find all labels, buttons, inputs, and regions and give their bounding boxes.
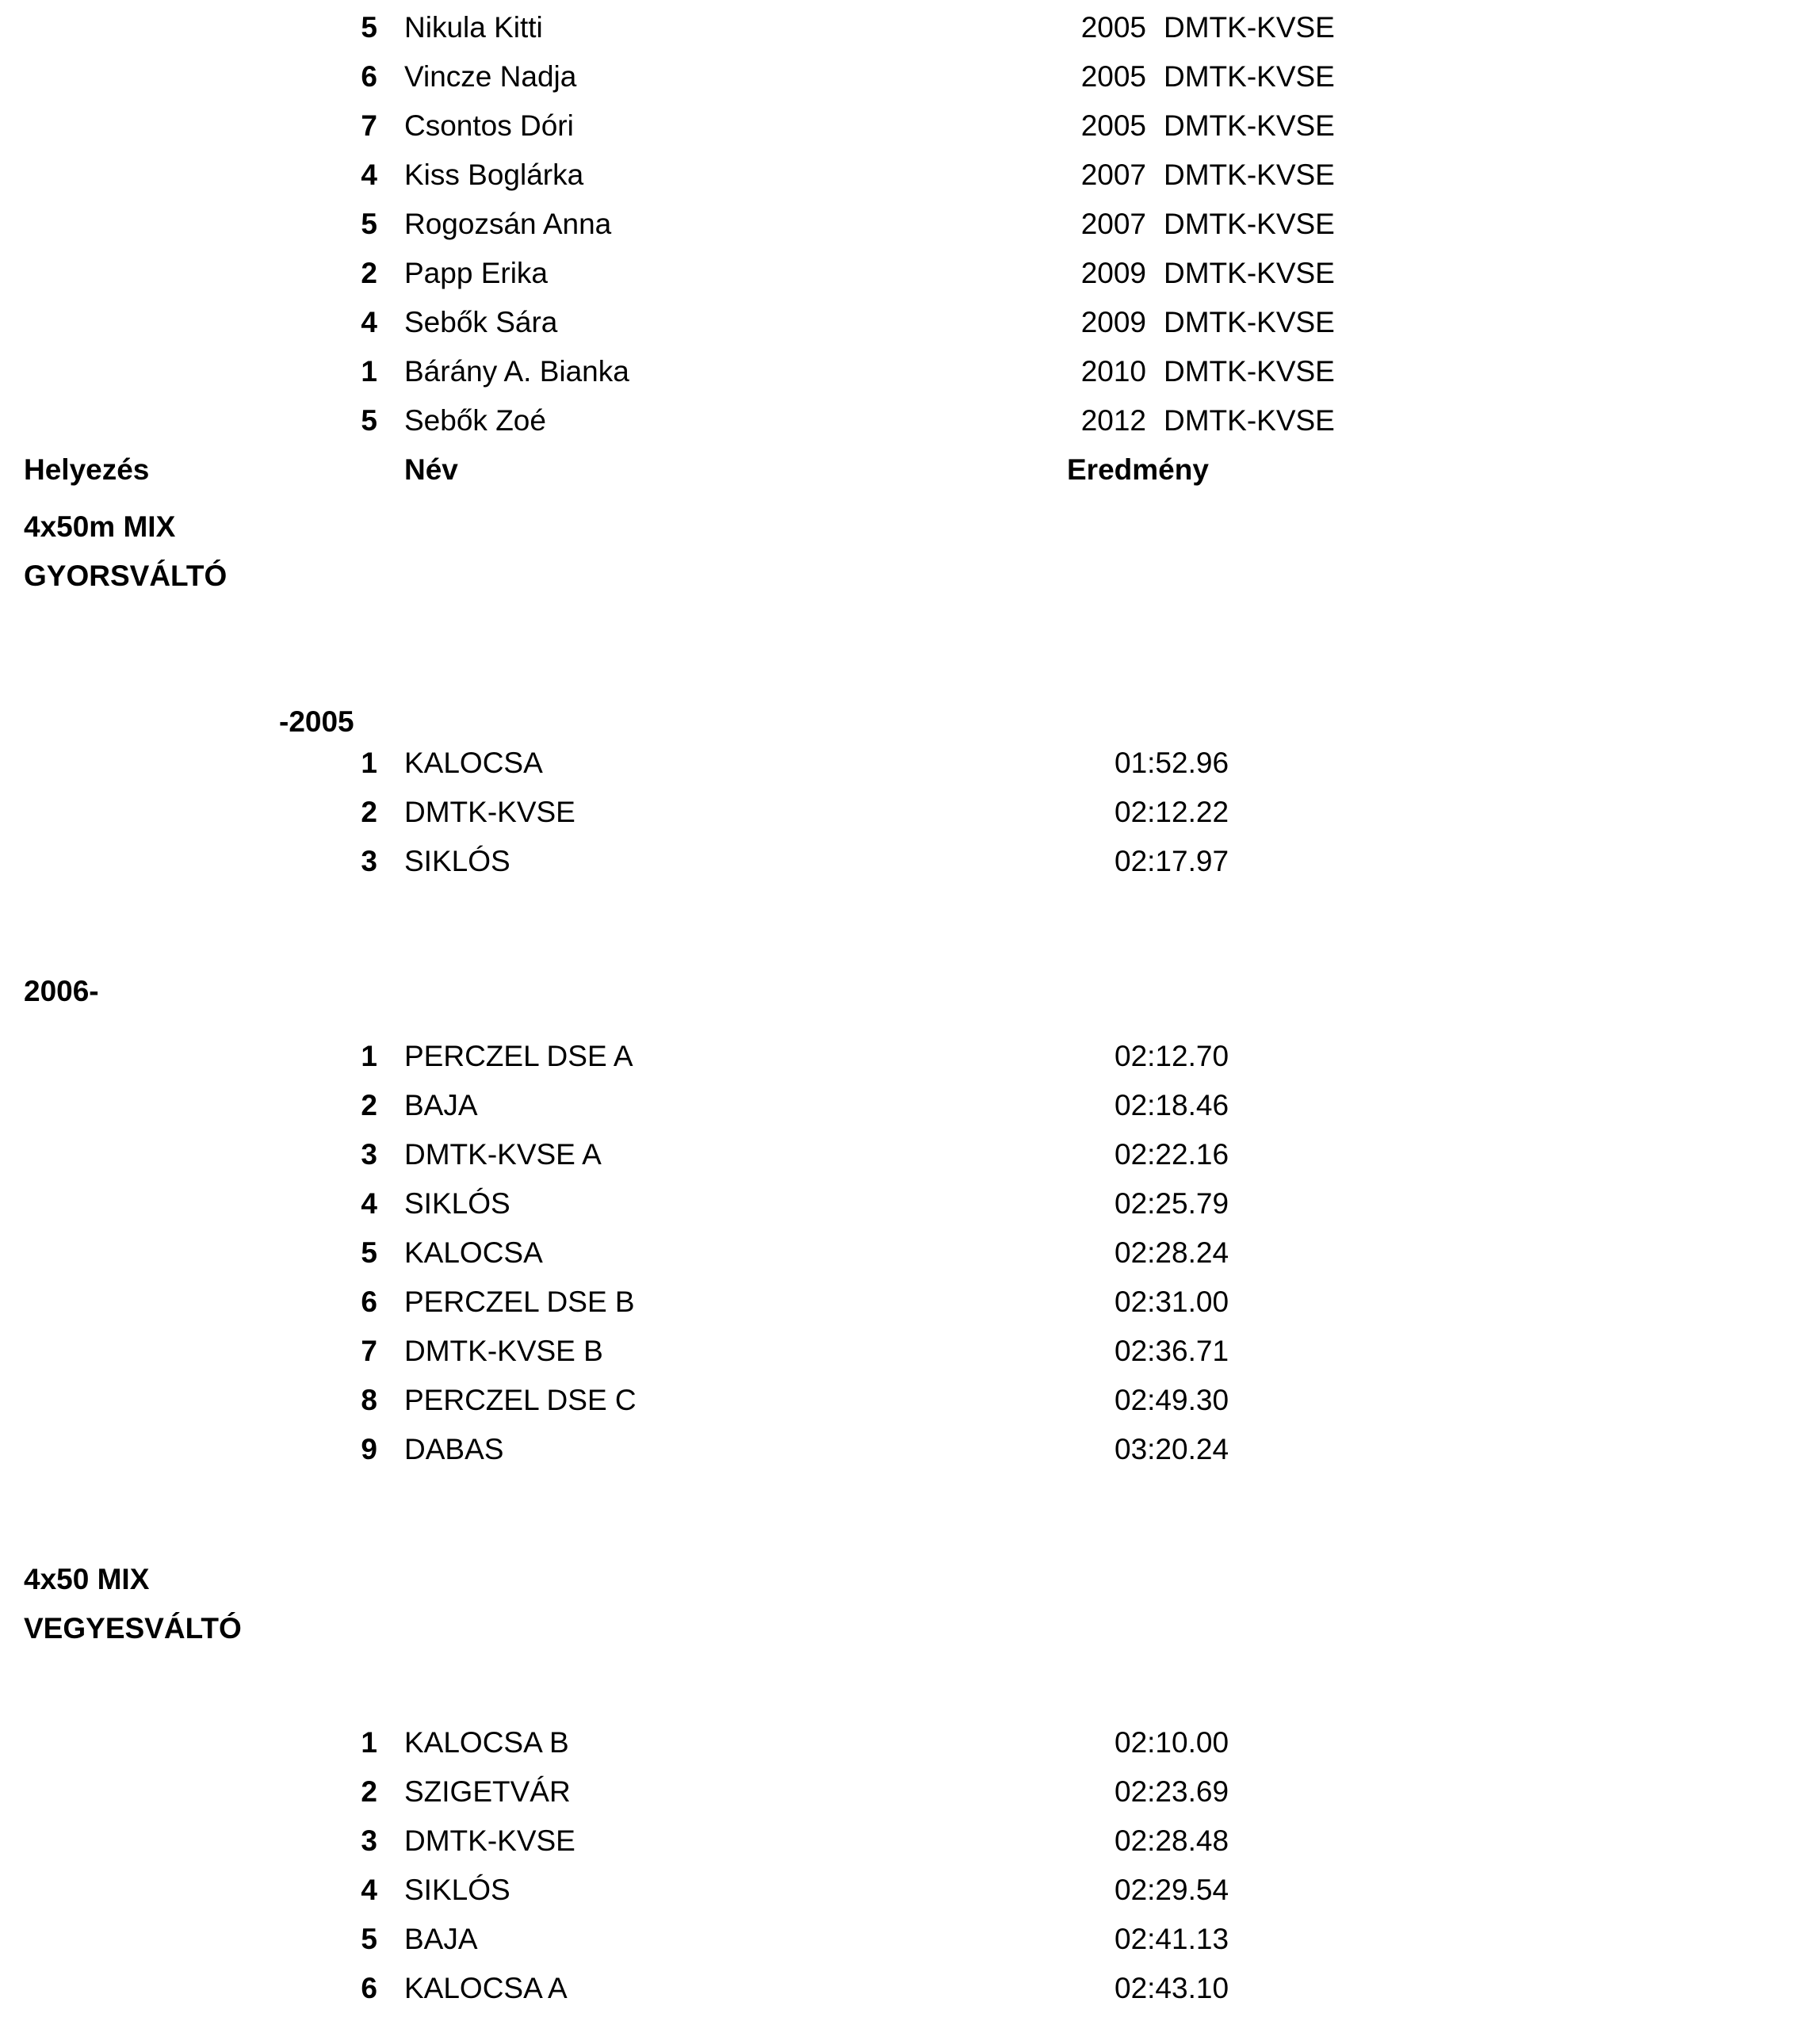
relay-results-2005 bbox=[0, 747, 1820, 894]
event2-title-line-2: VEGYESVÁLTÓ bbox=[24, 1612, 242, 1645]
swimmer-name: Kiss Boglárka bbox=[404, 159, 584, 191]
swimmer-rank: 4 bbox=[361, 159, 377, 191]
table-row bbox=[0, 1335, 1820, 1384]
swimmer-club: DMTK-KVSE bbox=[1164, 355, 1335, 388]
spacer bbox=[0, 894, 1820, 967]
table-row bbox=[0, 747, 1820, 796]
swimmer-club: DMTK-KVSE bbox=[1164, 159, 1335, 191]
swimmer-club: DMTK-KVSE bbox=[1164, 109, 1335, 142]
swimmer-name: Papp Erika bbox=[404, 257, 548, 289]
relay-results-vegyesvalto bbox=[0, 1726, 1820, 2021]
swimmer-name: Sebők Sára bbox=[404, 306, 558, 338]
swimmer-name: Csontos Dóri bbox=[404, 109, 574, 142]
relay-time: 02:28.48 bbox=[1115, 1824, 1229, 1857]
swimmer-year: 2009 bbox=[1080, 306, 1146, 338]
relay-time: 02:17.97 bbox=[1115, 845, 1229, 877]
swimmer-rank: 6 bbox=[361, 60, 377, 93]
event-title-line-1: 4x50m MIX bbox=[24, 510, 176, 543]
swimmer-club: DMTK-KVSE bbox=[1164, 11, 1335, 44]
swimmer-rank: 1 bbox=[361, 355, 377, 388]
relay-rank: 3 bbox=[361, 845, 377, 877]
swimmer-name: Sebők Zoé bbox=[404, 404, 546, 437]
relay-time: 02:10.00 bbox=[1115, 1726, 1229, 1759]
relay-rank: 2 bbox=[361, 1775, 377, 1808]
table-row bbox=[0, 404, 1820, 453]
relay-team: DMTK-KVSE bbox=[404, 1824, 575, 1857]
relay-team: PERCZEL DSE B bbox=[404, 1286, 635, 1318]
swimmer-rank: 2 bbox=[361, 257, 377, 289]
event-title-line-2: GYORSVÁLTÓ bbox=[24, 560, 228, 592]
swimmer-club: DMTK-KVSE bbox=[1164, 306, 1335, 338]
table-row bbox=[0, 60, 1820, 109]
relay-team: BAJA bbox=[404, 1923, 478, 1955]
spacer bbox=[0, 1653, 1820, 1726]
relay-rank: 7 bbox=[361, 1335, 377, 1367]
relay-rank: 4 bbox=[361, 1187, 377, 1220]
swimmer-rank: 5 bbox=[361, 404, 377, 437]
relay-team: DMTK-KVSE B bbox=[404, 1335, 603, 1367]
column-header-row bbox=[0, 453, 1820, 502]
table-row bbox=[0, 355, 1820, 404]
table-row bbox=[0, 1286, 1820, 1335]
relay-rank: 6 bbox=[361, 1286, 377, 1318]
table-row bbox=[0, 1824, 1820, 1874]
table-row bbox=[0, 1138, 1820, 1187]
header-name: Név bbox=[404, 453, 458, 486]
table-row bbox=[0, 1236, 1820, 1286]
category-label-2005: -2005 bbox=[279, 705, 354, 738]
relay-team: SZIGETVÁR bbox=[404, 1775, 571, 1808]
swimmer-club: DMTK-KVSE bbox=[1164, 404, 1335, 437]
table-row bbox=[0, 1089, 1820, 1138]
swimmer-club: DMTK-KVSE bbox=[1164, 257, 1335, 289]
swimmer-club: DMTK-KVSE bbox=[1164, 60, 1335, 93]
relay-time: 02:23.69 bbox=[1115, 1775, 1229, 1808]
swimmer-rank: 4 bbox=[361, 306, 377, 338]
relay-rank: 5 bbox=[361, 1923, 377, 1955]
table-row bbox=[0, 11, 1820, 60]
relay-team: SIKLÓS bbox=[404, 1187, 510, 1220]
table-row bbox=[0, 306, 1820, 355]
relay-time: 02:49.30 bbox=[1115, 1384, 1229, 1416]
header-result: Eredmény bbox=[1067, 453, 1209, 486]
swimmer-club: DMTK-KVSE bbox=[1164, 208, 1335, 240]
spacer bbox=[0, 1016, 1820, 1040]
swimmer-name: Bárány A. Bianka bbox=[404, 355, 629, 388]
relay-rank: 3 bbox=[361, 1138, 377, 1171]
relay-time: 03:20.24 bbox=[1115, 1433, 1229, 1465]
relay-time: 01:52.96 bbox=[1115, 747, 1229, 779]
relay-team: KALOCSA B bbox=[404, 1726, 569, 1759]
table-row bbox=[0, 1384, 1820, 1433]
swimmer-name: Nikula Kitti bbox=[404, 11, 543, 44]
relay-rank: 6 bbox=[361, 1972, 377, 2004]
relay-time: 02:22.16 bbox=[1115, 1138, 1229, 1171]
spacer bbox=[0, 601, 1820, 697]
swimmer-list bbox=[0, 11, 1820, 453]
relay-time: 02:43.10 bbox=[1115, 1972, 1229, 2004]
table-row bbox=[0, 109, 1820, 159]
header-placement: Helyezés bbox=[24, 453, 150, 486]
event2-title-line-1: 4x50 MIX bbox=[24, 1563, 150, 1595]
table-row bbox=[0, 1187, 1820, 1236]
relay-rank: 9 bbox=[361, 1433, 377, 1465]
table-row bbox=[0, 159, 1820, 208]
relay-time: 02:36.71 bbox=[1115, 1335, 1229, 1367]
relay-team: KALOCSA A bbox=[404, 1972, 568, 2004]
category-label-2006: 2006- bbox=[24, 975, 99, 1007]
relay-time: 02:18.46 bbox=[1115, 1089, 1229, 1121]
relay-team: DABAS bbox=[404, 1433, 504, 1465]
relay-team: DMTK-KVSE bbox=[404, 796, 575, 828]
table-row bbox=[0, 1923, 1820, 1972]
table-row bbox=[0, 1726, 1820, 1775]
relay-team: KALOCSA bbox=[404, 1236, 543, 1269]
spacer bbox=[0, 1482, 1820, 1555]
swimmer-year: 2005 bbox=[1080, 109, 1146, 142]
relay-results-2006 bbox=[0, 1040, 1820, 1482]
table-row bbox=[0, 1040, 1820, 1089]
relay-rank: 3 bbox=[361, 1824, 377, 1857]
relay-team: PERCZEL DSE C bbox=[404, 1384, 637, 1416]
swimmer-year: 2010 bbox=[1080, 355, 1146, 388]
table-row bbox=[0, 1874, 1820, 1923]
table-row bbox=[0, 208, 1820, 257]
swimmer-year: 2009 bbox=[1080, 257, 1146, 289]
swimmer-name: Vincze Nadja bbox=[404, 60, 577, 93]
swimmer-year: 2005 bbox=[1080, 11, 1146, 44]
swimmer-year: 2012 bbox=[1080, 404, 1146, 437]
relay-rank: 2 bbox=[361, 796, 377, 828]
swimmer-rank: 5 bbox=[361, 11, 377, 44]
swimmer-year: 2007 bbox=[1080, 208, 1146, 240]
relay-rank: 2 bbox=[361, 1089, 377, 1121]
relay-team: SIKLÓS bbox=[404, 1874, 510, 1906]
relay-team: KALOCSA bbox=[404, 747, 543, 779]
relay-rank: 1 bbox=[361, 1726, 377, 1759]
relay-rank: 5 bbox=[361, 1236, 377, 1269]
relay-team: DMTK-KVSE A bbox=[404, 1138, 602, 1171]
relay-rank: 8 bbox=[361, 1384, 377, 1416]
swimmer-year: 2007 bbox=[1080, 159, 1146, 191]
relay-time: 02:28.24 bbox=[1115, 1236, 1229, 1269]
relay-team: PERCZEL DSE A bbox=[404, 1040, 633, 1072]
relay-time: 02:12.22 bbox=[1115, 796, 1229, 828]
relay-rank: 1 bbox=[361, 1040, 377, 1072]
relay-time: 02:41.13 bbox=[1115, 1923, 1229, 1955]
table-row bbox=[0, 257, 1820, 306]
swimmer-rank: 7 bbox=[361, 109, 377, 142]
table-row bbox=[0, 796, 1820, 845]
table-row bbox=[0, 845, 1820, 894]
table-row bbox=[0, 1972, 1820, 2021]
swimmer-name: Rogozsán Anna bbox=[404, 208, 612, 240]
table-row bbox=[0, 1775, 1820, 1824]
relay-rank: 1 bbox=[361, 747, 377, 779]
table-row bbox=[0, 1433, 1820, 1482]
relay-rank: 4 bbox=[361, 1874, 377, 1906]
relay-team: BAJA bbox=[404, 1089, 478, 1121]
relay-time: 02:29.54 bbox=[1115, 1874, 1229, 1906]
relay-time: 02:31.00 bbox=[1115, 1286, 1229, 1318]
relay-team: SIKLÓS bbox=[404, 845, 510, 877]
relay-time: 02:12.70 bbox=[1115, 1040, 1229, 1072]
relay-time: 02:25.79 bbox=[1115, 1187, 1229, 1220]
swimmer-rank: 5 bbox=[361, 208, 377, 240]
swimmer-year: 2005 bbox=[1080, 60, 1146, 93]
